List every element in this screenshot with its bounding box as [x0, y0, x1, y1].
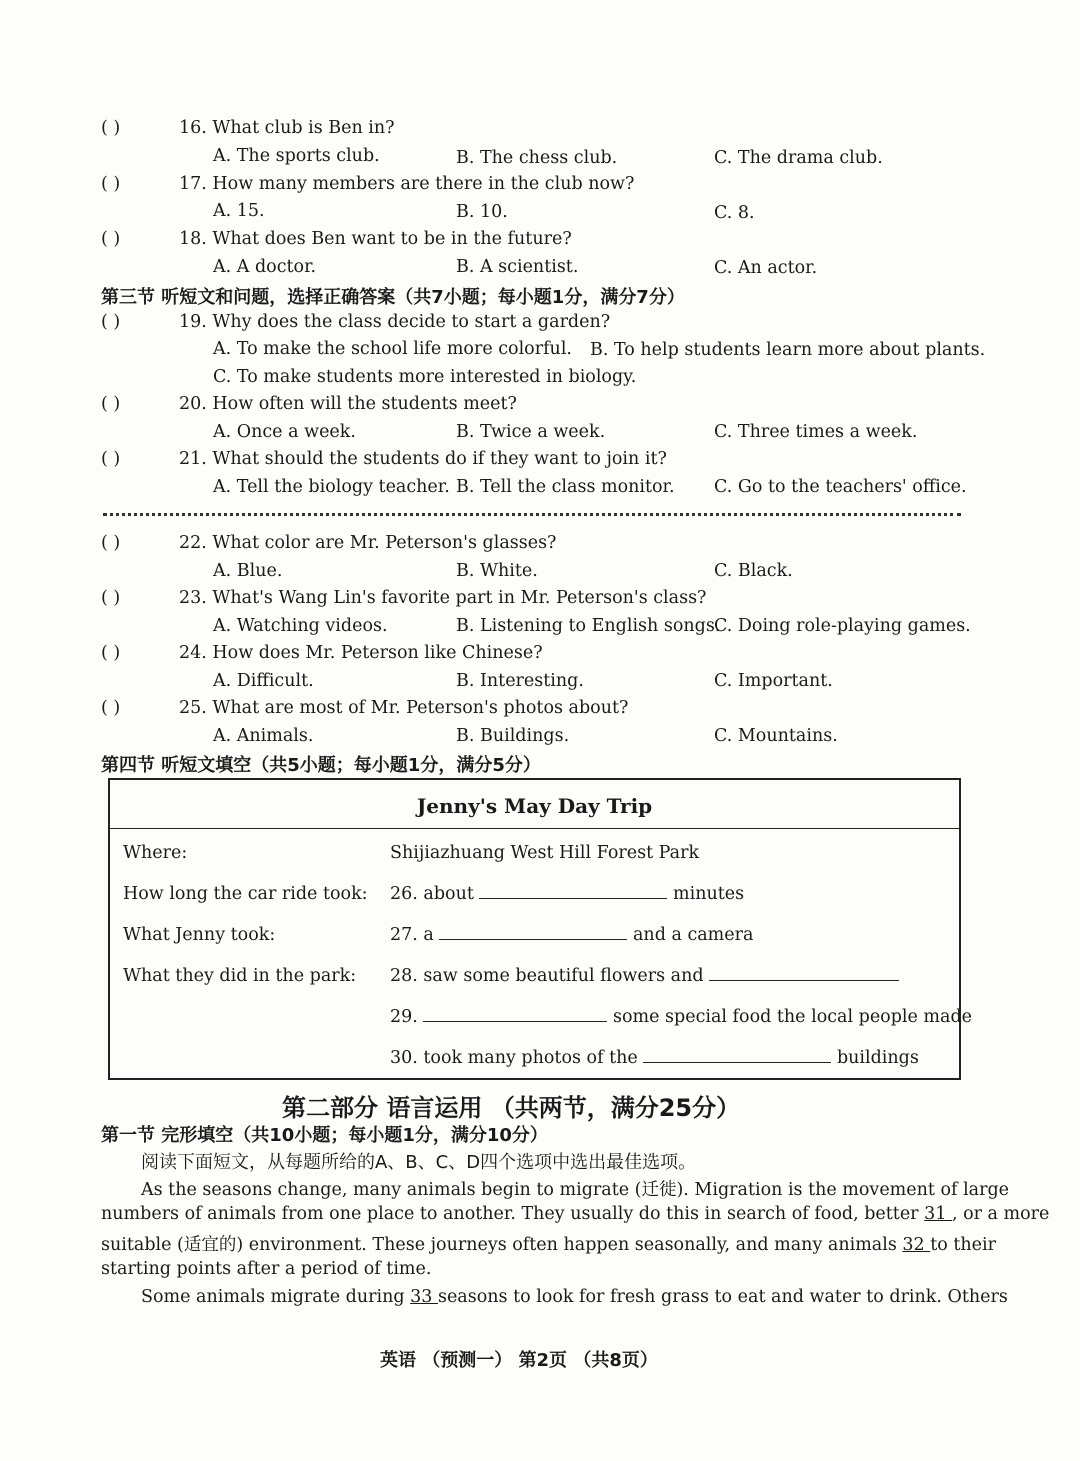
- row-27: [390, 925, 753, 945]
- row-28: [390, 966, 899, 986]
- label-park: What they did in the park:: [123, 966, 357, 986]
- row-27-prefix: 27. a: [390, 925, 434, 945]
- text: to their: [930, 1235, 996, 1255]
- option-a: A. Blue.: [213, 561, 283, 581]
- text: numbers of animals from one place to another. They usually do this in search of food, better: [101, 1204, 925, 1224]
- passage-line-1: As the seasons change, many animals begin to migrate (迁徙). Migration is the movement of large: [141, 1180, 1010, 1200]
- label-car-ride: How long the car ride took:: [123, 884, 368, 904]
- page-footer: 英语 （预测一） 第2页 （共8页）: [380, 1350, 658, 1371]
- option-a: A. Difficult.: [213, 671, 314, 691]
- text: suitable (适宜的) environment. These journeys often happen seasonally, and many animals: [101, 1235, 903, 1255]
- option-a: A. Watching videos.: [213, 616, 388, 636]
- option-b: B. To help students learn more about plants.: [590, 340, 986, 360]
- option-c: C. Important.: [714, 671, 833, 691]
- blank-27[interactable]: [439, 925, 627, 940]
- section-3-heading: 第三节 听短文和问题，选择正确答案（共7小题；每小题1分，满分7分）: [101, 287, 685, 308]
- row-30-prefix: 30. took many photos of the: [390, 1048, 638, 1068]
- row-26: [390, 884, 744, 904]
- option-b: B. Interesting.: [456, 671, 584, 691]
- option-a: A. Animals.: [213, 726, 314, 746]
- option-c: C. To make students more interested in biology.: [213, 367, 637, 387]
- answer-paren: ( ): [101, 118, 121, 138]
- label-jenny-took: What Jenny took:: [123, 925, 276, 945]
- text: , or a more: [951, 1204, 1050, 1224]
- option-b: B. The chess club.: [456, 148, 618, 168]
- dotted-divider: [103, 513, 961, 516]
- passage-line-3: [101, 1231, 996, 1256]
- text: Some animals migrate during: [141, 1287, 411, 1307]
- blank-28[interactable]: [709, 966, 899, 981]
- option-c: C. Three times a week.: [714, 422, 918, 442]
- blank-26[interactable]: [479, 884, 667, 899]
- option-a: A. Once a week.: [213, 422, 356, 442]
- option-b: B. 10.: [456, 202, 508, 222]
- question-21: 21. What should the students do if they want to join it?: [179, 449, 667, 469]
- option-c: C. Black.: [714, 561, 793, 581]
- part-2-title: 第二部分 语言运用 （共两节，满分25分）: [282, 1094, 741, 1122]
- table-title: Jenny's May Day Trip: [110, 780, 959, 829]
- row-29-prefix: 29.: [390, 1007, 418, 1027]
- option-c: C. Go to the teachers' office.: [714, 477, 967, 497]
- option-b: B. Twice a week.: [456, 422, 606, 442]
- option-a: A. 15.: [213, 201, 265, 221]
- option-c: C. The drama club.: [714, 148, 883, 168]
- option-b: B. Buildings.: [456, 726, 570, 746]
- section-4-heading: 第四节 听短文填空（共5小题；每小题1分，满分5分）: [101, 755, 541, 776]
- part-2-section-1: 第一节 完形填空（共10小题；每小题1分，满分10分）: [101, 1125, 548, 1146]
- row-29: [390, 1007, 972, 1027]
- row-30-suffix: buildings: [836, 1048, 919, 1068]
- row-26-suffix: minutes: [673, 884, 745, 904]
- blank-32: 32: [902, 1235, 931, 1255]
- answer-paren: ( ): [101, 533, 121, 553]
- option-b: B. Tell the class monitor.: [456, 477, 675, 497]
- option-c: C. Doing role-playing games.: [714, 616, 971, 636]
- row-28-prefix: 28. saw some beautiful flowers and: [390, 966, 704, 986]
- question-25: 25. What are most of Mr. Peterson's photos about?: [179, 698, 629, 718]
- row-29-suffix: some special food the local people made: [613, 1007, 973, 1027]
- blank-30[interactable]: [643, 1048, 831, 1063]
- question-20: 20. How often will the students meet?: [179, 394, 517, 414]
- passage-line-2: [101, 1204, 1049, 1224]
- option-a: A. A doctor.: [213, 257, 317, 277]
- passage-line-4: starting points after a period of time.: [101, 1259, 432, 1279]
- option-b: B. Listening to English songs.: [456, 616, 721, 636]
- blank-31: 31: [924, 1204, 952, 1224]
- row-30: [390, 1048, 919, 1068]
- option-b: B. A scientist.: [456, 257, 579, 277]
- answer-paren: ( ): [101, 643, 121, 663]
- answer-paren: ( ): [101, 449, 121, 469]
- question-16: 16. What club is Ben in?: [179, 118, 395, 138]
- row-27-suffix: and a camera: [632, 925, 754, 945]
- question-24: 24. How does Mr. Peterson like Chinese?: [179, 643, 543, 663]
- question-22: 22. What color are Mr. Peterson's glasses?: [179, 533, 557, 553]
- label-where: Where:: [123, 843, 188, 863]
- option-c: C. Mountains.: [714, 726, 838, 746]
- blank-29[interactable]: [423, 1007, 607, 1022]
- answer-paren: ( ): [101, 698, 121, 718]
- option-c: C. 8.: [714, 203, 755, 223]
- answer-paren: ( ): [101, 312, 121, 332]
- answer-paren: ( ): [101, 588, 121, 608]
- option-a: A. To make the school life more colorful.: [213, 339, 572, 359]
- option-b: B. White.: [456, 561, 538, 581]
- option-a: A. The sports club.: [213, 146, 380, 166]
- row-26-prefix: 26. about: [390, 884, 474, 904]
- answer-paren: ( ): [101, 229, 121, 249]
- answer-paren: ( ): [101, 174, 121, 194]
- blank-33: 33: [410, 1287, 438, 1307]
- question-23: 23. What's Wang Lin's favorite part in Mr. Peterson's class?: [179, 588, 707, 608]
- option-a: A. Tell the biology teacher.: [213, 477, 450, 497]
- question-18: 18. What does Ben want to be in the future?: [179, 229, 572, 249]
- option-c: C. An actor.: [714, 258, 818, 278]
- question-19: 19. Why does the class decide to start a garden?: [179, 312, 611, 332]
- answer-paren: ( ): [101, 394, 121, 414]
- row-where-value: Shijiazhuang West Hill Forest Park: [390, 843, 700, 863]
- passage-line-5: [141, 1287, 1008, 1307]
- text: seasons to look for fresh grass to eat and water to drink. Others: [437, 1287, 1008, 1307]
- question-17: 17. How many members are there in the club now?: [179, 174, 635, 194]
- instruction: 阅读下面短文，从每题所给的A、B、C、D四个选项中选出最佳选项。: [141, 1152, 697, 1173]
